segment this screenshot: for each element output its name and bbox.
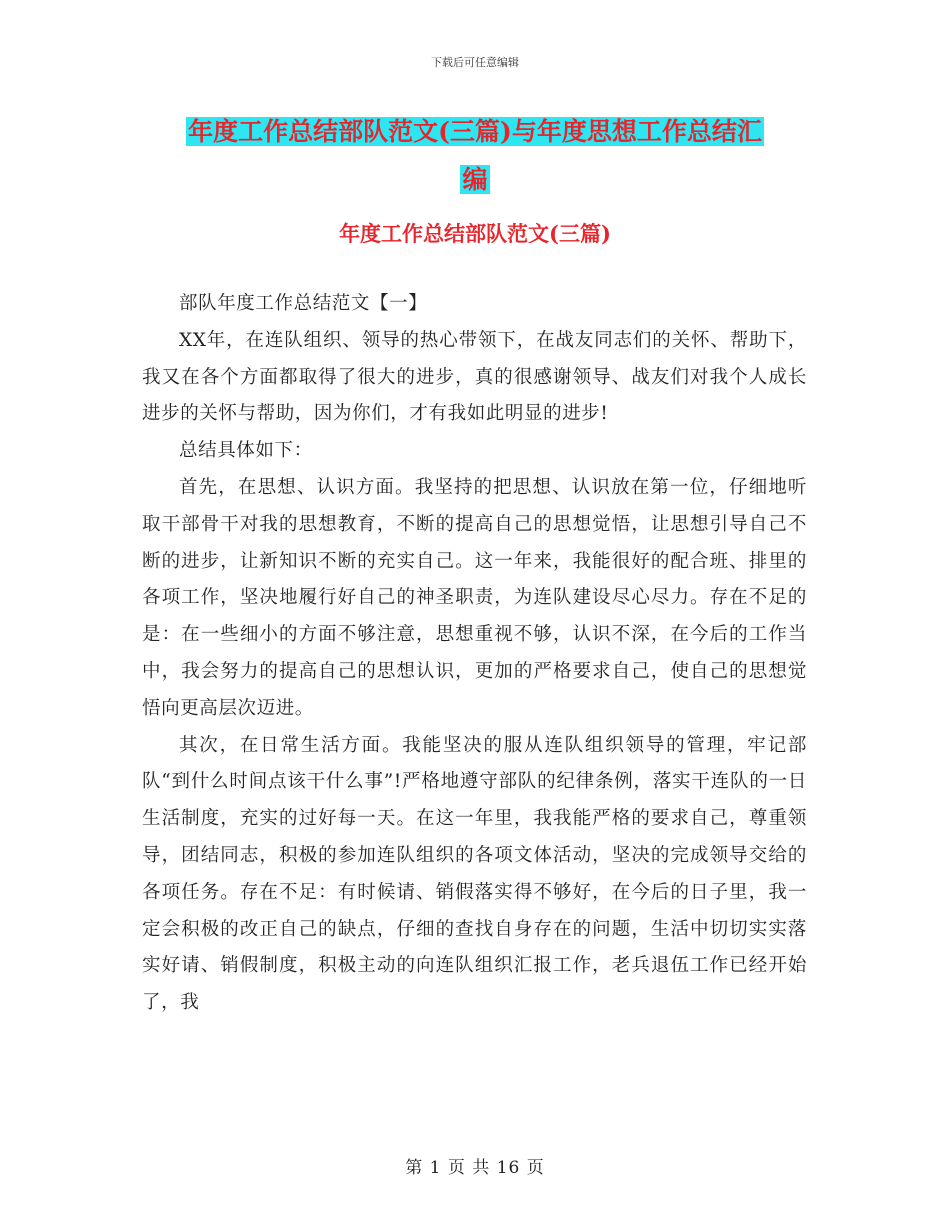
document-body [142, 286, 807, 1022]
paragraph: 总结具体如下： [179, 440, 313, 462]
paragraph: XX年，在连队组织、领导的热心带领下，在战友同志们的关怀、帮助下，我又在各个方面都取得了很大的进步，真的很感谢领导、战友们对我个人成长进步的关怀与帮助，因为你们，才有我如此明显的进步! [142, 329, 807, 425]
paragraph: 其次，在日常生活方面。我能坚决的服从连队组织领导的管理，牢记部队“到什么时间点该干什么事”!严格地遵守部队的纪律条例，落实干连队的一日生活制度，充实的过好每一天。在这一年里，我我能严格的要求自己，尊重领导，团结同志，积极的参加连队组织的各项文体活动，坚决的完成领导交给的各项任务。存在不足：有时候请、销假落实得不够好，在今后的日子里，我一定会积极的改正自己的缺点，仔细的查找自身存在的问题，生活中切切实实落实好请、销假制度，积极主动的向连队组织汇报工作，老兵退伍工作已经开始了，我 [142, 734, 807, 1014]
page-footer: 第 1 页 共 16 页 [405, 1158, 545, 1178]
main-title [140, 108, 810, 204]
main-title-line-1: 年度工作总结部队范文(三篇)与年度思想工作总结汇 [188, 117, 762, 146]
section-title: 年度工作总结部队范文(三篇) [339, 221, 611, 246]
header-note: 下载后可任意编辑 [431, 56, 519, 69]
paragraph-heading: 部队年度工作总结范文【一】 [179, 293, 428, 314]
paragraph: 首先，在思想、认识方面。我坚持的把思想、认识放在第一位，仔细地听取干部骨干对我的思想教育，不断的提高自己的思想觉悟，让思想引导自己不断的进步，让新知识不断的充实自己。这一年来，我能很好的配合班、排里的各项工作，坚决地履行好自己的神圣职责，为连队建设尽心尽力。存在不足的是：在一些细小的方面不够注意，思想重视不够，认识不深，在今后的工作当中，我会努力的提高自己的思想认识，更加的严格要求自己，使自己的思想觉悟向更高层次迈进。 [142, 476, 807, 719]
main-title-line-2: 编 [462, 165, 488, 194]
